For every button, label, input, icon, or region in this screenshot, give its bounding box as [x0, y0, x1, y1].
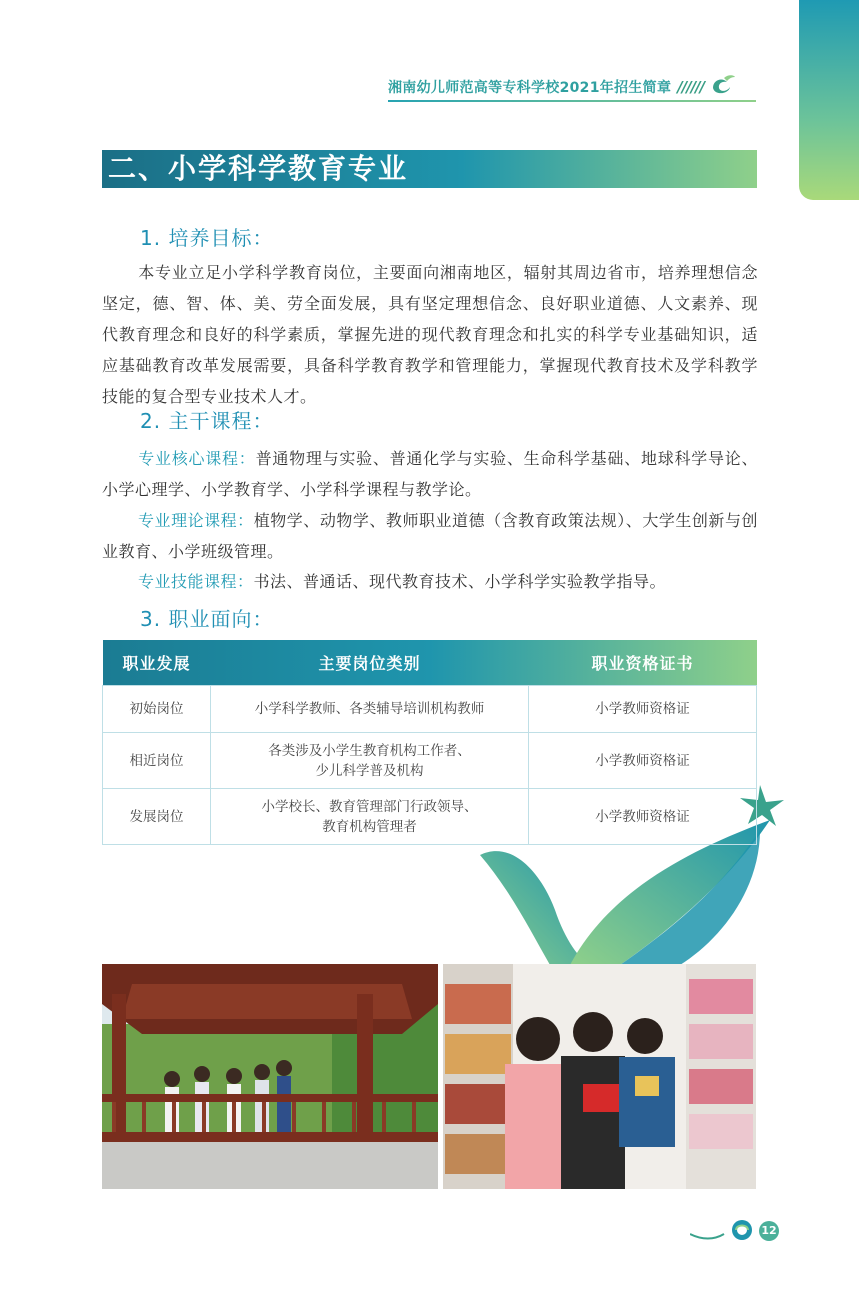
section-title: 二、小学科学教育专业: [108, 152, 409, 185]
theory-courses-label: 专业理论课程：: [138, 511, 254, 530]
row-jobs-line: 少儿科学普及机构: [315, 762, 424, 779]
row-jobs: [211, 733, 529, 789]
core-courses-label: 专业核心课程：: [138, 449, 256, 468]
row-cert: 小学教师资格证: [529, 789, 757, 845]
core-courses-text: 普通物理与实验、普通化学与实验、生命科学基础、地球科学导论、小学心理学、小学教育学、小学科学课程与教学论。: [102, 449, 758, 499]
skill-courses-label: 专业技能课程：: [138, 572, 254, 591]
corner-decoration: [799, 0, 859, 200]
core-courses-paragraph: [102, 443, 758, 505]
skill-courses-paragraph: [102, 566, 758, 597]
row-jobs: [211, 686, 529, 733]
goals-paragraph: [102, 257, 758, 412]
header-stage: 职业发展: [122, 654, 191, 673]
school-logo-icon: [710, 74, 736, 100]
row-stage: 相近岗位: [103, 733, 211, 789]
row-jobs-line: 教育机构管理者: [322, 818, 417, 835]
library-photo: [443, 964, 756, 1189]
theory-courses-paragraph: [102, 505, 758, 567]
header-slashes: //////: [677, 78, 705, 96]
table-row: [103, 789, 757, 845]
row-jobs-line: 小学校长、教育管理部门行政领导、: [261, 798, 478, 815]
page-number: 12: [759, 1221, 779, 1241]
skill-courses-text: 书法、普通话、现代教育技术、小学科学实验教学指导。: [253, 572, 667, 591]
table-row: [103, 733, 757, 789]
career-table: [102, 640, 757, 845]
row-jobs-line: 小学科学教师、各类辅导培训机构教师: [254, 701, 485, 717]
row-stage: 初始岗位: [103, 686, 211, 733]
row-cert: 小学教师资格证: [529, 733, 757, 789]
row-cert: 小学教师资格证: [529, 686, 757, 733]
header-title: 湘南幼儿师范高等专科学校2021年招生简章: [388, 80, 672, 96]
row-stage: 发展岗位: [103, 789, 211, 845]
career-heading: 3. 职业面向：: [140, 607, 274, 631]
table-header-row: [103, 640, 757, 686]
row-jobs: [211, 789, 529, 845]
row-jobs-line: 各类涉及小学生教育机构工作者、: [268, 742, 471, 759]
header-cert: 职业资格证书: [591, 654, 694, 673]
footer-swirl-decoration: [690, 1218, 758, 1244]
pavilion-photo: [102, 964, 438, 1189]
goals-heading: 1. 培养目标：: [140, 226, 274, 250]
goals-text: 本专业立足小学科学教育岗位，主要面向湘南地区，辐射其周边省市，培养理想信念坚定，德、智、体、美、劳全面发展，具有坚定理想信念、良好职业道德、人文素养、现代教育理念和良好的科学素质，掌握先进的现代教育理念和扎实的科学专业基础知识，适应基础教育改革发展需要，具备科学教育教学和管理能力，掌握现代教育技术及学科教学技能的复合型专业技术人才。: [102, 263, 758, 406]
header-jobs: 主要岗位类别: [318, 654, 421, 673]
courses-heading: 2. 主干课程：: [140, 409, 274, 433]
table-row: [103, 686, 757, 733]
theory-courses-text: 植物学、动物学、教师职业道德（含教育政策法规）、大学生创新与创业教育、小学班级管理。: [102, 511, 758, 561]
header-rule: [388, 100, 756, 102]
page-header: [388, 74, 736, 100]
